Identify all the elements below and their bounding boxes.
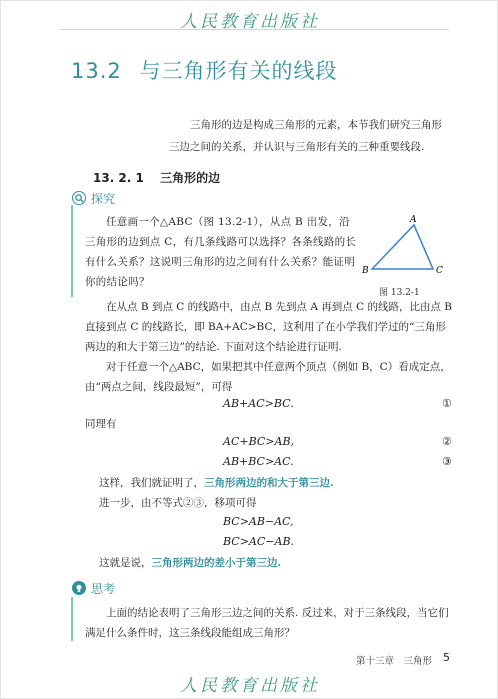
- equation-3: AB+BC>AC.: [223, 455, 294, 468]
- equation-1: AB+AC>BC.: [223, 397, 294, 410]
- equation-3-number: ③: [442, 455, 452, 468]
- triangle-abc: [372, 225, 433, 269]
- inequality-2: BC>AC−AB.: [223, 535, 295, 548]
- section-title: [71, 55, 337, 85]
- further-text: 进一步，由不等式②③，移项可得: [99, 497, 257, 509]
- same-reason-text: 同理有: [85, 418, 117, 430]
- figure-caption: 图 13.2-1: [379, 288, 420, 298]
- conclusion-prefix: 这就是说，: [99, 557, 152, 569]
- vertex-b-label: B: [362, 266, 369, 276]
- magnifier-icon: [72, 191, 86, 205]
- lightbulb-icon: [72, 581, 86, 595]
- page-number: 5: [443, 651, 450, 664]
- explore-header: [72, 189, 115, 207]
- inequality-1: BC>AB−AC,: [223, 515, 294, 528]
- think-label: 思考: [91, 581, 116, 596]
- think-text: 上面的结论表明了三角形三边之间的关系. 反过来，对于三条线段，当它们满足什么条件时，这三条线段能组成三角形？: [85, 607, 449, 639]
- proved-highlight: 三角形两边的和大于第三边.: [204, 477, 334, 489]
- footer-chapter: 第十三章 三角形: [356, 656, 433, 667]
- proved-prefix: 这样，我们就证明了，: [99, 477, 204, 489]
- vertex-a-label: A: [410, 215, 417, 225]
- subsection-title-text: 三角形的边: [160, 171, 221, 185]
- header-rule: [59, 29, 449, 30]
- explore-text: 任意画一个△ABC（图 13.2-1），从点 B 出发，沿三角形的边到点 C，有几条线路可以选择？各条线路的长有什么关系？这说明三角形的边之间有什么关系？能证明你的结论吗？: [85, 216, 357, 288]
- publisher-footer: 人民教育出版社: [180, 676, 320, 696]
- conclusion-statement: [99, 555, 281, 570]
- proved-statement: [99, 475, 334, 490]
- think-header: [72, 579, 115, 597]
- paragraph-2: 对于任意一个△ABC，如果把其中任意两个顶点（例如 B，C）看成定点，由“两点之间，线段最短”，可得: [85, 361, 451, 393]
- paragraph-1: 在从点 B 到点 C 的线路中，由点 B 先到点 A 再到点 C 的线路，比由点 B 直接到点 C 的线路长，即 BA+AC>BC，这利用了在小学我们学过的“三角形两边的和大于第三边”的结论. 下面对这个结论进行证明.: [85, 301, 453, 353]
- section-title-text: 与三角形有关的线段: [139, 59, 338, 83]
- equation-2-number: ②: [442, 435, 452, 448]
- conclusion-highlight: 三角形两边的差小于第三边.: [151, 557, 282, 569]
- subsection-number: 13. 2. 1: [93, 171, 144, 185]
- section-number: 13.2: [71, 59, 122, 83]
- equation-2: AC+BC>AB,: [223, 435, 295, 448]
- triangle-figure: [356, 215, 456, 295]
- think-bar: [71, 597, 73, 641]
- vertex-c-label: C: [436, 266, 443, 276]
- explore-bar: [71, 205, 73, 297]
- intro-paragraph: 三角形的边是构成三角形的元素，本节我们研究三角形三边之间的关系，并认识与三角形有关的三种重要线段.: [169, 119, 442, 153]
- equation-1-number: ①: [442, 397, 452, 410]
- explore-label: 探究: [91, 191, 116, 206]
- publisher-header: 人民教育出版社: [180, 12, 320, 32]
- subsection-title: [93, 169, 220, 186]
